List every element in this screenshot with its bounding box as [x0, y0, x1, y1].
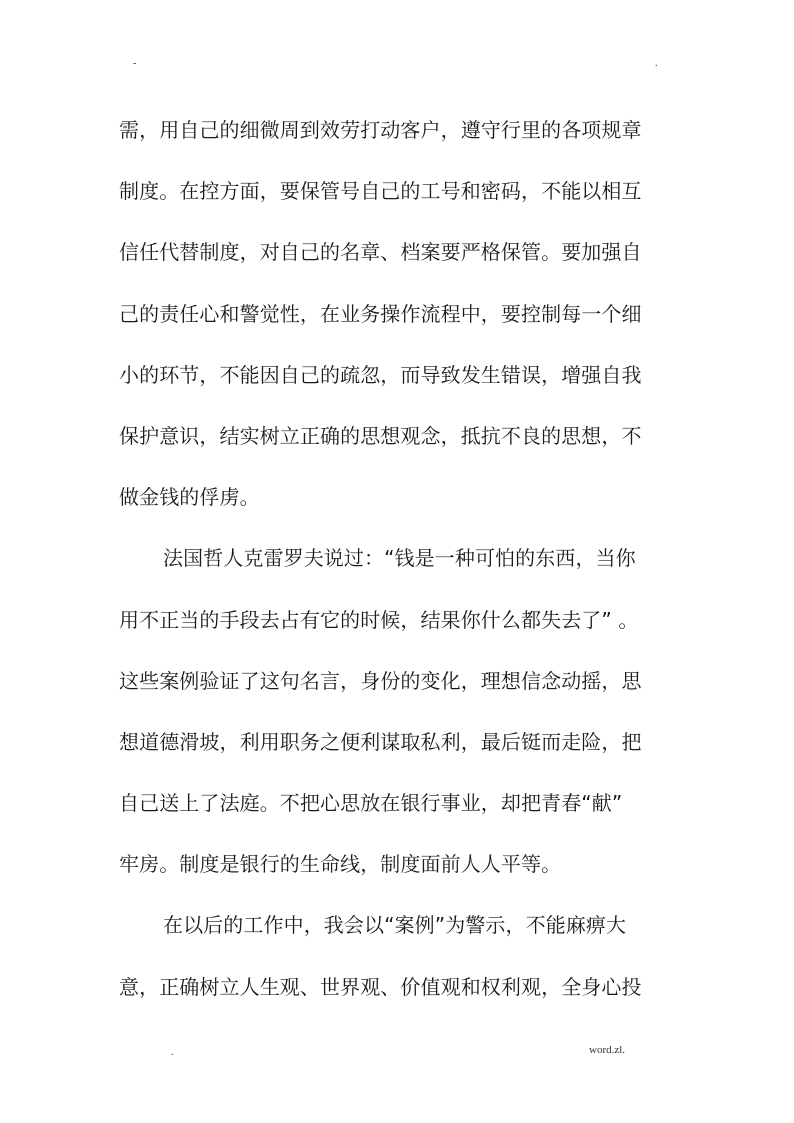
- header-right-mark: .: [655, 58, 658, 69]
- body-line: 想道德滑坡，利用职务之便利谋取私利，最后铤而走险，把: [119, 729, 642, 754]
- paragraph-first-line: 在以后的工作中，我会以“案例”为警示，不能麻痹大: [163, 913, 627, 938]
- body-line: 小的环节，不能因自己的疏忽，而导致发生错误，增强自我: [119, 362, 642, 387]
- body-line: 己的责任心和警觉性，在业务操作流程中，要控制每一个细: [119, 301, 642, 326]
- body-line: 需，用自己的细微周到效劳打动客户，遵守行里的各项规章: [119, 118, 642, 142]
- header-left-mark: -: [133, 58, 137, 69]
- body-line: 制度。在控方面，要保管号自己的工号和密码，不能以相互: [119, 179, 642, 204]
- body-line: 牢房。制度是银行的生命线，制度面前人人平等。: [119, 852, 562, 877]
- body-line: 自己送上了法庭。不把心思放在银行事业，却把青春“献”: [119, 791, 623, 816]
- body-line: 信任代替制度，对自己的名章、档案要严格保管。要加强自: [119, 240, 642, 265]
- body-line: 保护意识，结实树立正确的思想观念，抵抗不良的思想，不: [119, 423, 642, 448]
- body-line: 做金钱的俘虏。: [119, 485, 260, 510]
- paragraph-first-line: 法国哲人克雷罗夫说过：“钱是一种可怕的东西，当你: [163, 546, 636, 571]
- footer-left-mark: .: [171, 1047, 174, 1058]
- body-line: 这些案例验证了这句名言，身份的变化，理想信念动摇，思: [119, 668, 642, 693]
- footer-source-text: word.zl.: [589, 1044, 626, 1056]
- document-body: [119, 100, 679, 1018]
- body-line: 用不正当的手段去占有它的时候，结果你什么都失去了” 。: [119, 607, 639, 632]
- body-line: 意，正确树立人生观、世界观、价值观和权利观，全身心投: [119, 974, 642, 999]
